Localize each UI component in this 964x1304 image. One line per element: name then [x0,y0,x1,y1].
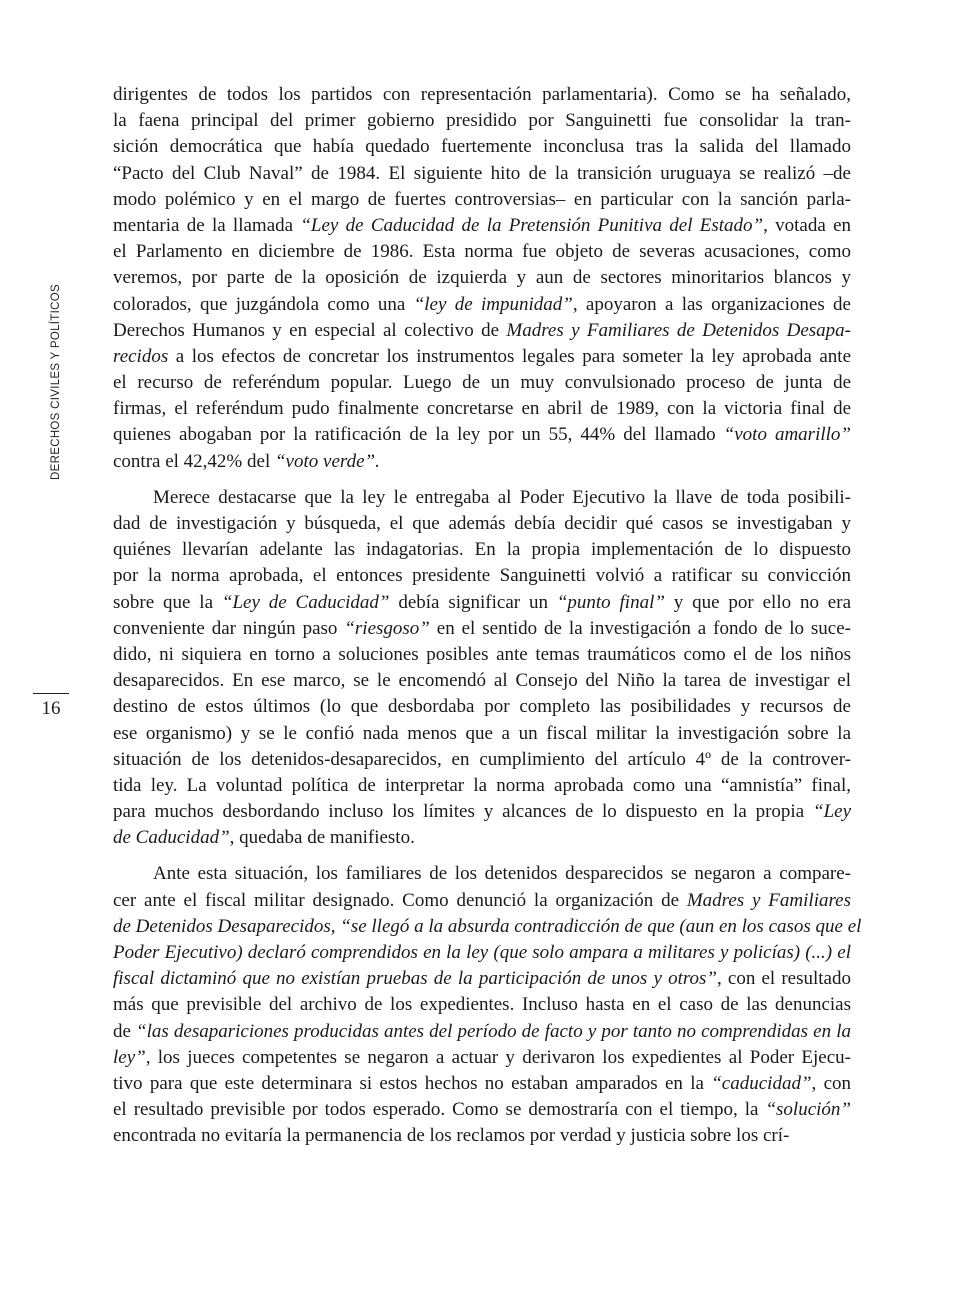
text-run: cer ante el fiscal militar designado. Como denunció la organización de [113,889,687,911]
text-line [113,1045,851,1071]
text-line [113,344,851,370]
text-run: Merece destacarse que la ley le entregaba al Poder Ejecutivo la llave de toda posibili- [153,486,851,508]
italic-text: recidos [113,345,169,367]
italic-text: “solución” [765,1099,851,1121]
page-number: 16 [41,698,61,719]
running-section-title: DERECHOS CIVILES Y POLÍTICOS [50,284,62,480]
text-run: , con [811,1072,852,1094]
text-run: tivo para que este determinara si estos hechos no estaban amparados en la [113,1072,712,1094]
italic-text: ley” [113,1046,146,1068]
text-run: encontrada no evitaría la permanencia de los reclamos por verdad y justicia sobre los crí- [113,1125,790,1147]
text-line [113,187,851,213]
text-run: Ante esta situación, los familiares de los detenidos desparecidos se negaron a compare- [153,863,851,885]
text-line [113,370,851,396]
text-run: votada en [767,214,852,236]
text-line [113,82,851,108]
text-line [113,966,851,992]
italic-text: Madres y Familiares de Detenidos Desapa- [506,319,851,341]
text-line [113,590,851,616]
text-run: ese organismo) y se le confió nada menos que a un fiscal militar la investigación sobre la [113,722,851,744]
text-run: destino de estos últimos (lo que desbordaba por completo las posibilidades y recursos de [113,696,851,718]
text-run: de [113,1020,137,1042]
text-line [113,449,851,475]
text-run: , con el resultado [717,968,851,990]
text-run: , quedaba de manifiesto. [229,827,415,849]
text-run: dido, ni siquiera en torno a soluciones posibles ante temas traumáticos como el de los niños [113,643,851,665]
page-number-rule [33,693,69,694]
text-run: Derechos Humanos y en especial al colectivo de [113,319,507,341]
text-run: el Parlamento en diciembre de 1986. Esta norma fue objeto de severas acusaciones, como [113,241,851,263]
italic-text: “se llegó a la absurda contradicción de que (aun en los casos que el [340,915,862,937]
text-run: “Pacto del Club Naval” de 1984. El siguiente hito de la transición uruguaya se realizó –de [113,162,851,184]
text-line [113,1123,851,1149]
text-line [113,888,851,914]
text-line [113,563,851,589]
paragraph-3 [113,861,862,1149]
text-line [113,668,851,694]
text-run: quienes abogaban por la ratificación de la ley por un 55, 44% del llamado [113,424,724,446]
text-line [113,318,851,344]
text-run: mentaria de la llamada [113,214,301,236]
italic-text: “ley de impunidad”, [413,293,578,315]
text-line [113,292,851,318]
text-line [113,992,851,1018]
text-run: quiénes llevarían adelante las indagatorias. En la propia implementación de lo dispuesto [113,539,851,561]
text-line [113,747,851,773]
italic-text: “voto verde”. [274,450,380,472]
text-line [113,511,851,537]
text-run: y que por ello no era [664,591,851,613]
italic-text: “Ley [813,801,851,823]
text-run: sición democrática que había quedado fuertemente inconclusa tras la salida del llamado [113,136,851,158]
text-run: en el sentido de la investigación a fondo de lo suce- [429,617,851,639]
text-run: situación de los detenidos-desaparecidos, en cumplimiento del artículo 4º de la controver- [113,748,851,770]
text-line [113,134,851,160]
text-run: la faena principal del primer gobierno presidido por Sanguinetti fue consolidar la tran- [113,110,851,132]
text-run: dirigentes de todos los partidos con representación parlamentaria). Como se ha señalado, [113,84,851,105]
text-run: el recurso de referéndum popular. Luego de un muy convulsionado proceso de junta de [113,372,851,394]
text-run: , los jueces competentes se negaron a actuar y derivaron los expedientes al Poder Ejecu- [145,1046,851,1068]
text-line [113,694,851,720]
text-run: contra el 42,42% del [113,450,275,472]
text-line [113,1019,851,1045]
italic-text: Poder Ejecutivo) declaró comprendidos en la ley (que solo ampara a militares y policías) (...) el [113,942,851,963]
text-line [113,616,851,642]
body-text [113,82,862,1150]
text-line [113,914,862,940]
text-run: sobre que la [113,591,222,613]
text-line [113,396,851,422]
text-run: más que previsible del archivo de los expedientes. Incluso hasta en el caso de las denuncias [113,994,851,1016]
italic-text: “las desapariciones producidas antes del período de facto y por tanto no comprendidas en la [136,1020,852,1042]
text-run: a los efectos de concretar los instrumentos legales para someter la ley aprobada ante [168,345,851,367]
text-run: conveniente dar ningún paso [113,617,345,639]
text-line [113,213,851,239]
text-line [113,799,851,825]
text-run: , [330,915,341,937]
text-line [113,161,851,187]
italic-text: de Caducidad” [113,827,230,849]
text-run: debía significar un [389,591,557,613]
text-line [113,1097,851,1123]
text-line [113,825,851,851]
italic-text: Madres y Familiares [686,889,851,911]
text-run: para muchos desbordando incluso los límites y alcances de lo dispuesto en la propia [113,801,813,823]
text-line [113,239,851,265]
text-line [113,485,851,511]
text-run: por la norma aprobada, el entonces presidente Sanguinetti volvió a ratificar su convicción [113,565,851,587]
text-line [113,861,851,887]
text-line [113,642,851,668]
italic-text: “riesgoso” [344,617,430,639]
text-run: apoyaron a las organizaciones de [577,293,851,315]
text-line [113,940,851,966]
italic-text: “Ley de Caducidad de la Pretensión Punitiva del Estado”, [300,214,768,236]
text-run: firmas, el referéndum pudo finalmente concretarse en abril de 1989, con la victoria final de [113,398,851,420]
text-line [113,773,851,799]
text-run: dad de investigación y búsqueda, el que además debía decidir qué casos se investigaban y [113,513,851,534]
italic-text: “voto amarillo” [723,424,851,446]
text-run: desaparecidos. En ese marco, se le encomendó al Consejo del Niño la tarea de investigar el [113,670,851,692]
italic-text: “caducidad” [711,1072,812,1094]
text-line [113,1071,851,1097]
italic-text: “Ley de Caducidad” [221,591,390,613]
paragraph-2 [113,485,851,852]
text-run: colorados, que juzgándola como una [113,293,414,315]
italic-text: fiscal dictaminó que no existían pruebas de la participación de unos y otros” [113,968,717,990]
text-run: modo polémico y en el margo de fuertes controversias– en particular con la sanción parla- [113,188,851,210]
text-run: tida ley. La voluntad política de interpretar la norma aprobada como una “amnistía” final, [113,774,851,796]
text-line [113,422,851,448]
text-run: el resultado previsible por todos esperado. Como se demostraría con el tiempo, la [113,1099,766,1121]
text-line [113,108,851,134]
text-line [113,721,851,747]
paragraph-1 [113,82,851,475]
text-line [113,537,851,563]
text-run: veremos, por parte de la oposición de izquierda y aun de sectores minoritarios blancos y [113,267,851,289]
italic-text: de Detenidos Desaparecidos [113,915,331,937]
text-line [113,265,851,291]
italic-text: “punto final” [556,591,665,613]
